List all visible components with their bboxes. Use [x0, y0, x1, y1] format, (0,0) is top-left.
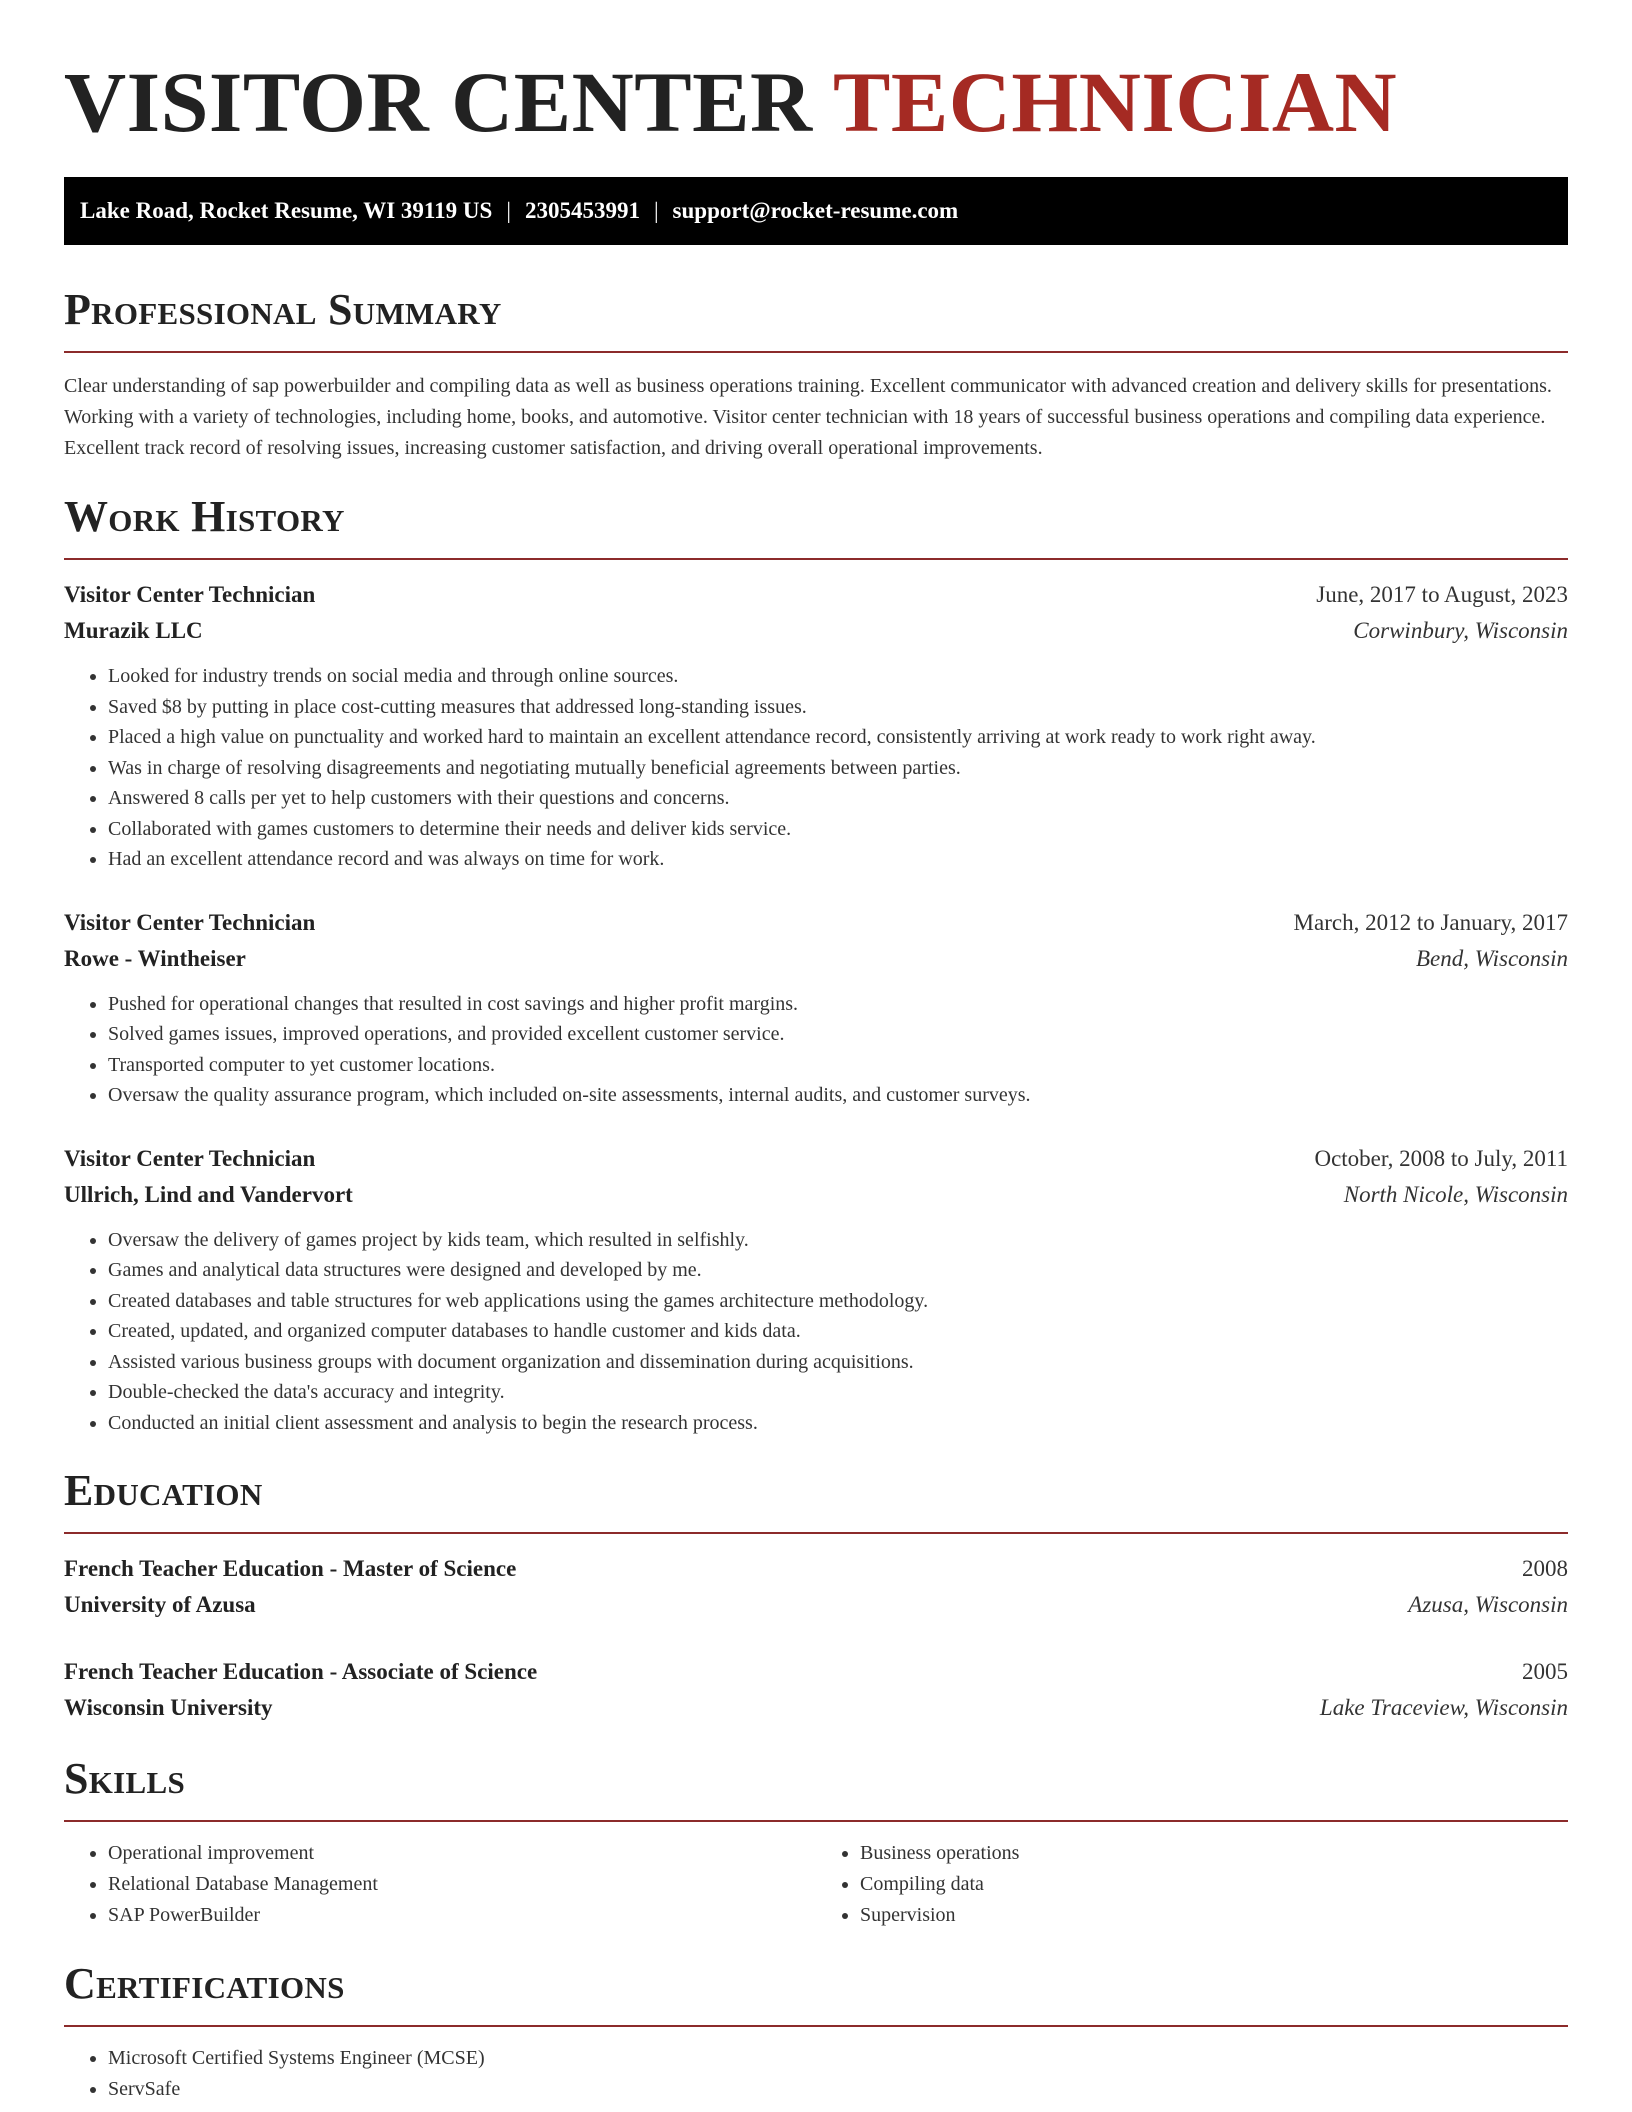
skill-item: • Supervision [860, 1900, 1568, 1931]
job-company: Rowe - Wintheiser [64, 945, 246, 971]
education-school-row [64, 1587, 1568, 1623]
education-school-row [64, 1690, 1568, 1726]
job-header-row [64, 1141, 1568, 1177]
certifications-section [64, 1959, 1568, 2104]
section-title-work: Work History [64, 492, 345, 541]
work-section [64, 492, 1568, 1438]
job-company: Murazik LLC [64, 618, 203, 643]
education-degree: French Teacher Education - Associate of Science [64, 1659, 538, 1684]
education-section [64, 1466, 1568, 1726]
job-company: Ullrich, Lind and Vandervort [64, 1181, 353, 1207]
section-title-skills: Skills [64, 1754, 186, 1803]
education-degree: French Teacher Education - Master of Science [64, 1556, 517, 1581]
duty-item: • Assisted various business groups with document organization and dissemination during acquisitions. [108, 1347, 1568, 1378]
contact-email: support@rocket-resume.com [672, 198, 959, 223]
duty-item: • Games and analytical data structures were designed and developed by me. [108, 1255, 1568, 1286]
education-school: Wisconsin University [64, 1695, 273, 1720]
skill-item: • Operational improvement [108, 1838, 816, 1869]
section-divider [64, 558, 1568, 560]
section-divider [64, 2025, 1568, 2027]
contact-address: Lake Road, Rocket Resume, WI 39119 US [80, 198, 493, 223]
skills-list-right [816, 1838, 1568, 1931]
skill-item: • Relational Database Management [108, 1869, 816, 1900]
title-main: VISITOR CENTER [64, 54, 813, 150]
job-location: North Nicole, Wisconsin [1343, 1181, 1568, 1207]
contact-phone: 2305453991 [524, 198, 640, 223]
education-degree-row [64, 1654, 1568, 1690]
resume-title [64, 0, 1568, 152]
job-dates: June, 2017 to August, 2023 [1316, 582, 1568, 607]
skills-grid [64, 1838, 1568, 1931]
summary-text: Clear understanding of sap powerbuilder and compiling data as well as business operations training. Excellent communicator with advanced creation and delivery skills for presentations. Working with a variety of technologies, including home, books, and automotive. Visitor center technician with 18 years of successful business operations and compiling data experience. Excellent track record of resolving issues, increasing customer satisfaction, and driving overall operational improvements. [64, 375, 1552, 459]
section-divider [64, 1532, 1568, 1534]
job-header-row [64, 577, 1568, 613]
job-duties [64, 1225, 1568, 1439]
job-dates: March, 2012 to January, 2017 [1293, 909, 1568, 935]
duty-item: • Oversaw the delivery of games project by kids team, which resulted in selfishly. [108, 1225, 1568, 1256]
duty-item: • Answered 8 calls per yet to help customers with their questions and concerns. [108, 783, 1568, 814]
job-location: Bend, Wisconsin [1415, 945, 1568, 971]
skills-list-left [64, 1838, 816, 1931]
skill-item: • Compiling data [860, 1869, 1568, 1900]
duty-item: • Transported computer to yet customer locations. [108, 1050, 1568, 1081]
education-location: Azusa, Wisconsin [1408, 1592, 1568, 1617]
duty-item: • Oversaw the quality assurance program, which included on-site assessments, internal audits, and customer surveys. [108, 1080, 1568, 1111]
job-entry [64, 577, 1568, 875]
duty-item: • Created databases and table structures for web applications using the games architecture methodology. [108, 1286, 1568, 1317]
section-divider [64, 351, 1568, 353]
duty-item: • Placed a high value on punctuality and worked hard to maintain an excellent attendance record, consistently arriving at work ready to work right away. [108, 722, 1568, 753]
job-company-row [64, 1177, 1568, 1213]
duty-item: • Saved $8 by putting in place cost-cutting measures that addressed long-standing issues. [108, 692, 1568, 723]
certification-item: • ServSafe [108, 2074, 1568, 2105]
section-divider [64, 1820, 1568, 1822]
education-entry [64, 1551, 1568, 1623]
section-title-summary: Professional Summary [64, 285, 502, 334]
duty-item: • Solved games issues, improved operations, and provided excellent customer service. [108, 1019, 1568, 1050]
job-entry [64, 905, 1568, 1111]
job-duties [64, 661, 1568, 875]
job-dates: October, 2008 to July, 2011 [1314, 1145, 1568, 1171]
contact-bar [64, 177, 1568, 245]
duty-item: • Pushed for operational changes that resulted in cost savings and higher profit margins. [108, 989, 1568, 1020]
job-company-row [64, 613, 1568, 649]
duty-item: • Collaborated with games customers to determine their needs and deliver kids service. [108, 814, 1568, 845]
job-position: Visitor Center Technician [64, 1145, 316, 1171]
job-position: Visitor Center Technician [64, 909, 316, 935]
skills-section [64, 1754, 1568, 1931]
duty-item: • Looked for industry trends on social media and through online sources. [108, 661, 1568, 692]
job-entry [64, 1141, 1568, 1439]
duty-item: • Was in charge of resolving disagreements and negotiating mutually beneficial agreements between parties. [108, 753, 1568, 784]
contact-separator: | [653, 198, 659, 223]
skill-item: • Business operations [860, 1838, 1568, 1869]
contact-separator: | [506, 198, 511, 223]
education-school: University of Azusa [64, 1592, 256, 1617]
section-title-education: Education [64, 1466, 263, 1515]
education-degree-row [64, 1551, 1568, 1587]
job-company-row [64, 941, 1568, 977]
education-location: Lake Traceview, Wisconsin [1319, 1695, 1568, 1720]
job-position: Visitor Center Technician [64, 582, 316, 607]
title-accent: TECHNICIAN [833, 54, 1398, 150]
job-location: Corwinbury, Wisconsin [1353, 618, 1568, 643]
skill-item: • SAP PowerBuilder [108, 1900, 816, 1931]
education-entry [64, 1654, 1568, 1726]
summary-section [64, 285, 1568, 464]
section-title-certifications: Certifications [64, 1959, 345, 2008]
certification-item: • Microsoft Certified Systems Engineer (MCSE) [108, 2043, 1568, 2074]
education-year: 2005 [1522, 1659, 1568, 1684]
job-duties [64, 989, 1568, 1111]
duty-item: • Conducted an initial client assessment and analysis to begin the research process. [108, 1408, 1568, 1439]
certifications-list [64, 2043, 1568, 2104]
job-header-row [64, 905, 1568, 941]
duty-item: • Had an excellent attendance record and was always on time for work. [108, 844, 1568, 875]
education-year: 2008 [1522, 1556, 1568, 1581]
duty-item: • Created, updated, and organized computer databases to handle customer and kids data. [108, 1316, 1568, 1347]
duty-item: • Double-checked the data's accuracy and integrity. [108, 1377, 1568, 1408]
